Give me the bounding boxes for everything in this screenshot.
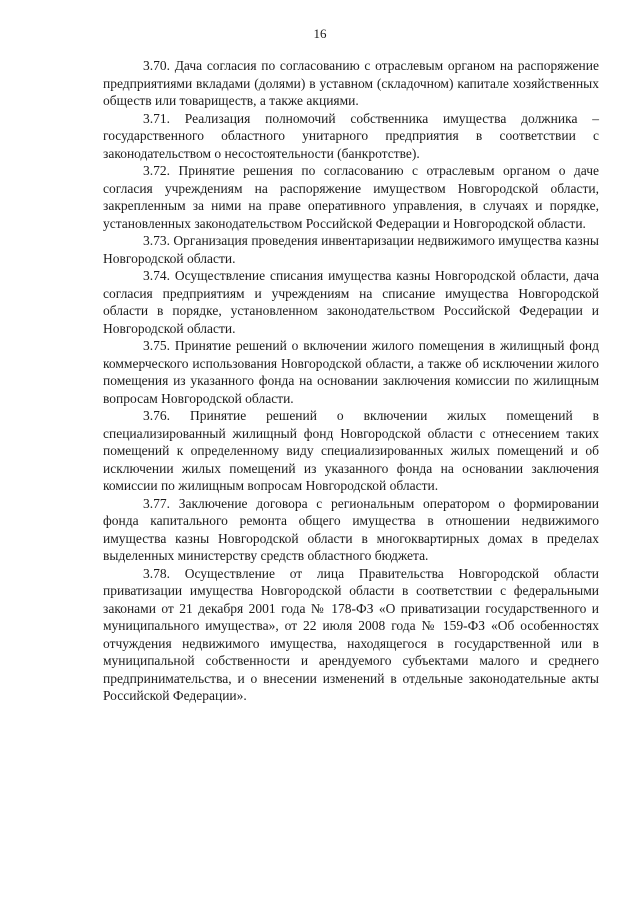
page-number: 16 — [313, 26, 327, 41]
document-body — [103, 57, 599, 705]
paragraph-3-75: 3.75. Принятие решений о включении жилого помещения в жилищный фонд коммерческого использования Новгородской области, а также об исключении жилого помещения из указанного фонда на основании заключения комиссии по жилищным вопросам Новгородской области. — [103, 338, 599, 406]
paragraph-3-70: 3.70. Дача согласия по согласованию с отраслевым органом на распоряжение предприятиями вкладами (долями) в уставном (складочном) капитале хозяйственных обществ или товариществ, а также акциями. — [103, 58, 599, 108]
paragraph-3-73: 3.73. Организация проведения инвентаризации недвижимого имущества казны Новгородской области. — [103, 233, 599, 266]
paragraph-3-71: 3.71. Реализация полномочий собственника имущества должника – государственного областного унитарного предприятия в соответствии с законодательством о несостоятельности (банкротстве). — [103, 110, 599, 161]
paragraph-3-78: 3.78. Осуществление от лица Правительства Новгородской области приватизации имущества Новгородской области в соответствии с федеральными законами от 21 декабря 2001 года № 178-ФЗ «О приватизации государственного и муниципального имущества», от 22 июля 2008 года № 159-ФЗ «Об особенностях отчуждения недвижимого имущества, находящегося в государственной или в муниципальной собственности и арендуемого субъектами малого и среднего предпринимательства, и о внесении изменений в отдельные законодательные акты Российской Федерации». — [103, 565, 599, 703]
paragraph-3-76: 3.76. Принятие решений о включении жилых помещений в специализированный жилищный фонд Новгородской области с отнесением таких помещений к определенному виду специализированных жилых помещений и об исключении жилых помещений из указанного фонда на основании заключения комиссии по жилищным вопросам Новгородской области. — [103, 408, 599, 493]
paragraph-3-72: 3.72. Принятие решения по согласованию с отраслевым органом о даче согласия учреждениям на распоряжение имуществом Новгородской области, закрепленным за ними на праве оперативного управления, в случаях и порядке, установленных законодательством Российской Федерации и Новгородской области. — [103, 163, 599, 231]
paragraph-3-74: 3.74. Осуществление списания имущества казны Новгородской области, дача согласия предприятиям и учреждениям на списание имущества Новгородской области в порядке, установленном законодательством Российской Федерации и Новгородской области. — [103, 268, 599, 336]
paragraph-3-77: 3.77. Заключение договора с региональным оператором о формировании фонда капитального ремонта общего имущества в отношении недвижимого имущества казны Новгородской области в многоквартирных домах в пределах выделенных министерству средств областного бюджета. — [103, 495, 599, 563]
